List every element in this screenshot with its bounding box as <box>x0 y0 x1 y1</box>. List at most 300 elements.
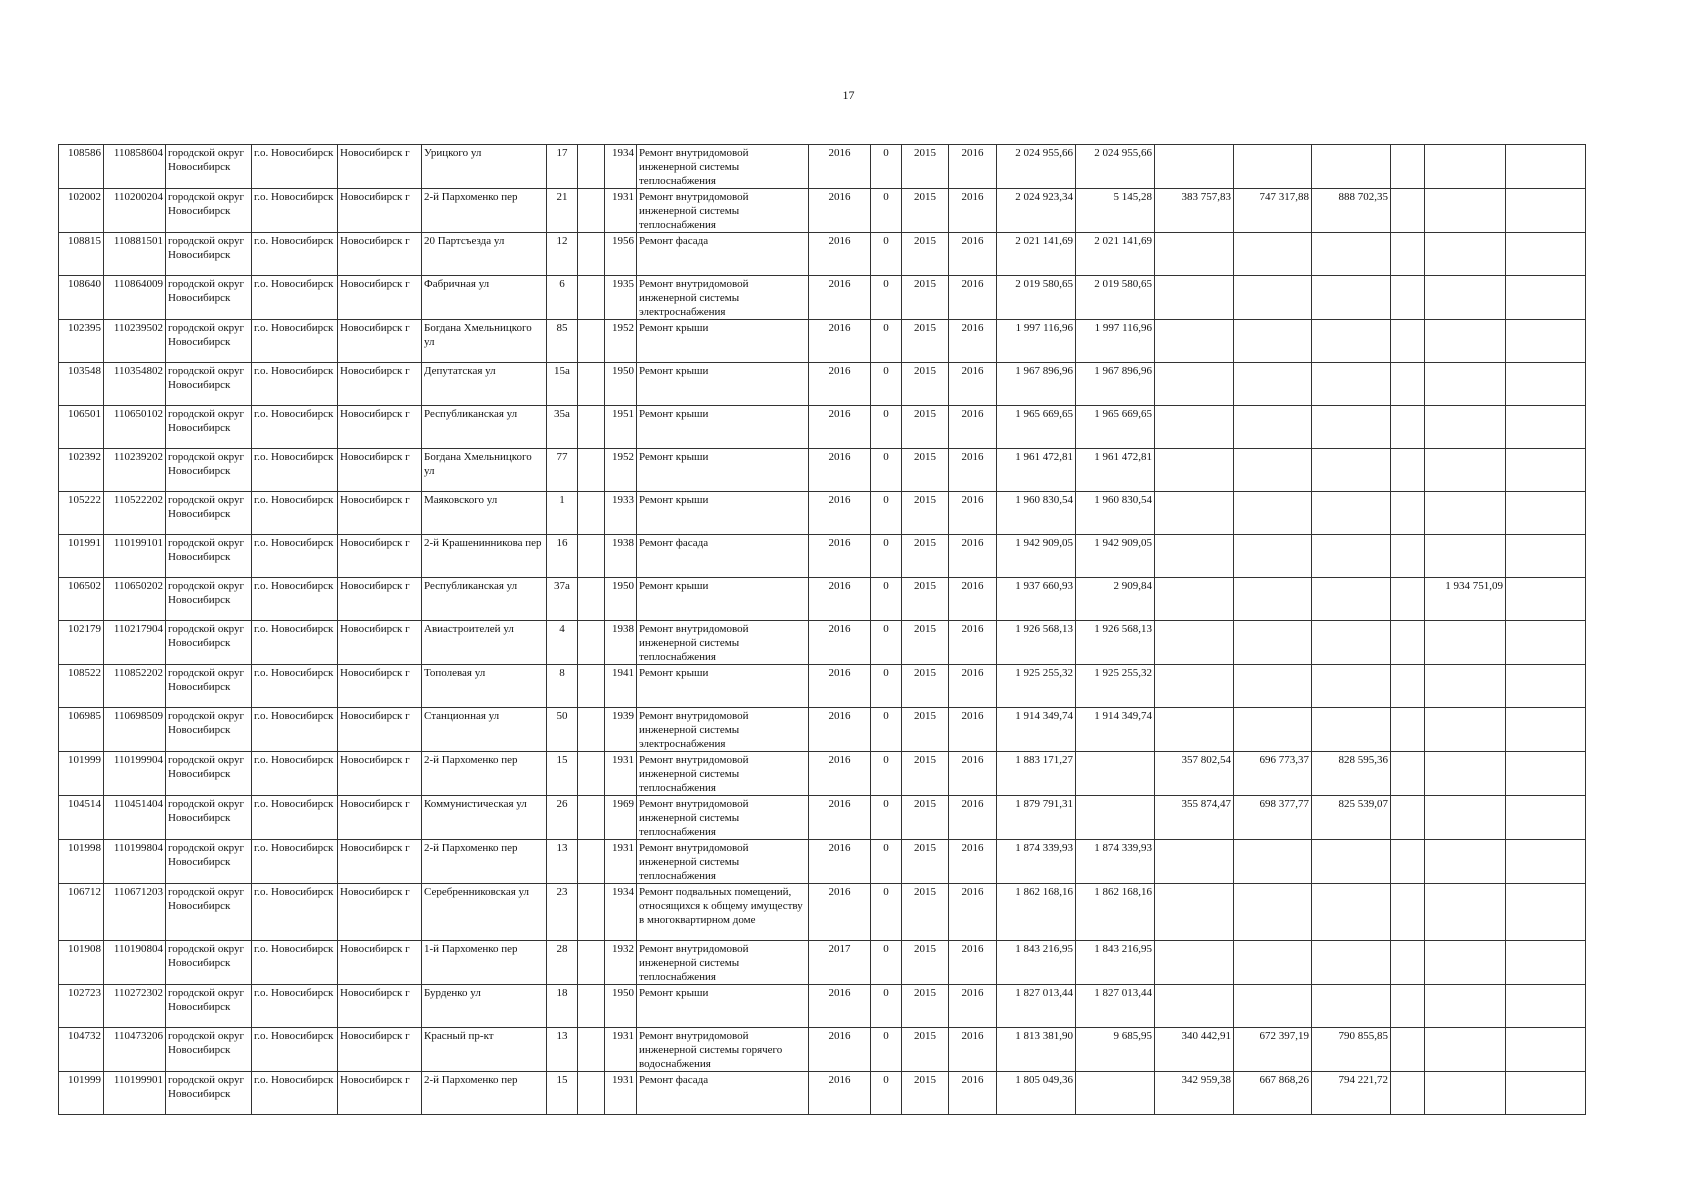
cell-cost-part-1: 1 965 669,65 <box>1076 406 1155 449</box>
cell-col-22 <box>1506 708 1586 752</box>
cell-period-end: 2016 <box>949 578 997 621</box>
table-row <box>59 1028 1586 1072</box>
cell-year-built: 1950 <box>605 985 637 1028</box>
cell-year-built: 1941 <box>605 665 637 708</box>
cell-cost-part-3 <box>1234 665 1312 708</box>
cell-cost-part-1 <box>1076 752 1155 796</box>
cell-house-code: 110650102 <box>104 406 166 449</box>
cell-cost-part-4 <box>1312 665 1391 708</box>
cell-total-cost: 1 805 049,36 <box>997 1072 1076 1115</box>
cell-period-start: 2015 <box>902 985 949 1028</box>
cell-municipal-district: г.о. Новосибирск <box>252 941 338 985</box>
cell-house-code: 110698509 <box>104 708 166 752</box>
cell-city: Новосибирск г <box>338 320 422 363</box>
cell-building <box>578 708 605 752</box>
cell-building <box>578 189 605 233</box>
cell-work-type: Ремонт крыши <box>637 665 809 708</box>
cell-municipal-district: г.о. Новосибирск <box>252 1028 338 1072</box>
cell-plan-year: 2016 <box>809 535 871 578</box>
cell-work-type: Ремонт фасада <box>637 535 809 578</box>
cell-building <box>578 985 605 1028</box>
cell-cost-part-3 <box>1234 708 1312 752</box>
cell-house-number: 17 <box>547 145 578 189</box>
cell-cost-part-2 <box>1155 492 1234 535</box>
cell-col-22 <box>1506 320 1586 363</box>
cell-cost-part-4 <box>1312 535 1391 578</box>
cell-total-cost: 1 937 660,93 <box>997 578 1076 621</box>
cell-work-type: Ремонт внутридомовой инженерной системы теплоснабжения <box>637 796 809 840</box>
cell-period-start: 2015 <box>902 449 949 492</box>
cell-work-type: Ремонт крыши <box>637 406 809 449</box>
cell-col-20 <box>1391 985 1425 1028</box>
cell-cost-part-4: 790 855,85 <box>1312 1028 1391 1072</box>
cell-record-id: 108522 <box>59 665 104 708</box>
cell-plan-year: 2016 <box>809 985 871 1028</box>
cell-city: Новосибирск г <box>338 535 422 578</box>
cell-work-type: Ремонт внутридомовой инженерной системы теплоснабжения <box>637 941 809 985</box>
table-row <box>59 941 1586 985</box>
cell-plan-year: 2016 <box>809 1028 871 1072</box>
cell-work-type: Ремонт крыши <box>637 492 809 535</box>
cell-city: Новосибирск г <box>338 752 422 796</box>
cell-house-number: 37а <box>547 578 578 621</box>
cell-municipality: городской округ Новосибирск <box>166 276 252 320</box>
cell-municipality: городской округ Новосибирск <box>166 449 252 492</box>
cell-plan-year: 2016 <box>809 189 871 233</box>
cell-col-22 <box>1506 941 1586 985</box>
cell-zero-flag: 0 <box>871 320 902 363</box>
cell-col-20 <box>1391 708 1425 752</box>
cell-cost-part-1: 1 843 216,95 <box>1076 941 1155 985</box>
cell-house-number: 18 <box>547 985 578 1028</box>
cell-col-20 <box>1391 406 1425 449</box>
cell-period-end: 2016 <box>949 276 997 320</box>
cell-house-code: 110451404 <box>104 796 166 840</box>
cell-zero-flag: 0 <box>871 492 902 535</box>
cell-col-22 <box>1506 535 1586 578</box>
cell-plan-year: 2016 <box>809 752 871 796</box>
cell-total-cost: 1 942 909,05 <box>997 535 1076 578</box>
cell-period-start: 2015 <box>902 578 949 621</box>
cell-building <box>578 535 605 578</box>
cell-period-start: 2015 <box>902 320 949 363</box>
cell-plan-year: 2016 <box>809 884 871 941</box>
cell-street: Тополевая ул <box>422 665 547 708</box>
cell-col-20 <box>1391 233 1425 276</box>
cell-col-20 <box>1391 449 1425 492</box>
cell-house-number: 1 <box>547 492 578 535</box>
cell-cost-part-4: 825 539,07 <box>1312 796 1391 840</box>
cell-zero-flag: 0 <box>871 276 902 320</box>
cell-work-type: Ремонт внутридомовой инженерной системы теплоснабжения <box>637 621 809 665</box>
cell-municipality: городской округ Новосибирск <box>166 406 252 449</box>
cell-cost-part-3: 698 377,77 <box>1234 796 1312 840</box>
cell-cost-part-1: 1 960 830,54 <box>1076 492 1155 535</box>
cell-building <box>578 578 605 621</box>
cell-col-20 <box>1391 840 1425 884</box>
cell-plan-year: 2016 <box>809 449 871 492</box>
cell-record-id: 104514 <box>59 796 104 840</box>
cell-plan-year: 2016 <box>809 708 871 752</box>
cell-municipality: городской округ Новосибирск <box>166 363 252 406</box>
cell-house-number: 15 <box>547 1072 578 1115</box>
cell-street: 2-й Пархоменко пер <box>422 1072 547 1115</box>
cell-house-number: 35а <box>547 406 578 449</box>
cell-cost-part-1: 1 926 568,13 <box>1076 621 1155 665</box>
cell-house-code: 110239202 <box>104 449 166 492</box>
cell-col-20 <box>1391 796 1425 840</box>
cell-period-start: 2015 <box>902 752 949 796</box>
cell-zero-flag: 0 <box>871 406 902 449</box>
cell-col-22 <box>1506 492 1586 535</box>
cell-cost-part-5 <box>1425 796 1506 840</box>
cell-col-22 <box>1506 621 1586 665</box>
cell-period-end: 2016 <box>949 941 997 985</box>
cell-street: Коммунистическая ул <box>422 796 547 840</box>
cell-plan-year: 2017 <box>809 941 871 985</box>
cell-plan-year: 2016 <box>809 233 871 276</box>
cell-col-22 <box>1506 578 1586 621</box>
cell-cost-part-1: 1 874 339,93 <box>1076 840 1155 884</box>
cell-period-start: 2015 <box>902 941 949 985</box>
cell-year-built: 1934 <box>605 145 637 189</box>
cell-municipal-district: г.о. Новосибирск <box>252 535 338 578</box>
cell-plan-year: 2016 <box>809 796 871 840</box>
cell-work-type: Ремонт внутридомовой инженерной системы горячего водоснабжения <box>637 1028 809 1072</box>
cell-plan-year: 2016 <box>809 276 871 320</box>
cell-period-start: 2015 <box>902 665 949 708</box>
cell-house-number: 13 <box>547 840 578 884</box>
cell-cost-part-4 <box>1312 320 1391 363</box>
cell-col-22 <box>1506 1072 1586 1115</box>
table-row <box>59 363 1586 406</box>
cell-city: Новосибирск г <box>338 884 422 941</box>
cell-house-code: 110473206 <box>104 1028 166 1072</box>
cell-record-id: 106985 <box>59 708 104 752</box>
cell-building <box>578 752 605 796</box>
cell-period-start: 2015 <box>902 535 949 578</box>
cell-plan-year: 2016 <box>809 578 871 621</box>
cell-street: 1-й Пархоменко пер <box>422 941 547 985</box>
cell-cost-part-5 <box>1425 492 1506 535</box>
cell-col-22 <box>1506 752 1586 796</box>
cell-house-number: 16 <box>547 535 578 578</box>
cell-cost-part-3 <box>1234 985 1312 1028</box>
cell-work-type: Ремонт внутридомовой инженерной системы теплоснабжения <box>637 189 809 233</box>
cell-total-cost: 1 843 216,95 <box>997 941 1076 985</box>
cell-cost-part-2 <box>1155 363 1234 406</box>
cell-street: Красный пр-кт <box>422 1028 547 1072</box>
cell-street: Республиканская ул <box>422 406 547 449</box>
cell-record-id: 104732 <box>59 1028 104 1072</box>
cell-cost-part-5 <box>1425 406 1506 449</box>
cell-record-id: 102179 <box>59 621 104 665</box>
cell-house-number: 85 <box>547 320 578 363</box>
cell-municipal-district: г.о. Новосибирск <box>252 752 338 796</box>
cell-year-built: 1931 <box>605 1028 637 1072</box>
cell-col-22 <box>1506 363 1586 406</box>
cell-street: 2-й Крашенинникова пер <box>422 535 547 578</box>
cell-house-code: 110217904 <box>104 621 166 665</box>
cell-municipality: городской округ Новосибирск <box>166 233 252 276</box>
cell-record-id: 102395 <box>59 320 104 363</box>
table-row <box>59 708 1586 752</box>
cell-year-built: 1932 <box>605 941 637 985</box>
cell-cost-part-5 <box>1425 535 1506 578</box>
cell-street: 2-й Пархоменко пер <box>422 752 547 796</box>
cell-period-start: 2015 <box>902 708 949 752</box>
cell-period-end: 2016 <box>949 233 997 276</box>
cell-street: Серебренниковская ул <box>422 884 547 941</box>
cell-period-end: 2016 <box>949 535 997 578</box>
cell-period-start: 2015 <box>902 363 949 406</box>
cell-cost-part-1: 2 019 580,65 <box>1076 276 1155 320</box>
cell-cost-part-1: 1 967 896,96 <box>1076 363 1155 406</box>
cell-house-number: 13 <box>547 1028 578 1072</box>
cell-year-built: 1969 <box>605 796 637 840</box>
cell-cost-part-3 <box>1234 884 1312 941</box>
cell-cost-part-1: 1 862 168,16 <box>1076 884 1155 941</box>
cell-municipal-district: г.о. Новосибирск <box>252 233 338 276</box>
cell-total-cost: 2 024 923,34 <box>997 189 1076 233</box>
cell-cost-part-3 <box>1234 840 1312 884</box>
cell-plan-year: 2016 <box>809 406 871 449</box>
cell-zero-flag: 0 <box>871 884 902 941</box>
cell-record-id: 108640 <box>59 276 104 320</box>
cell-cost-part-4 <box>1312 941 1391 985</box>
cell-zero-flag: 0 <box>871 621 902 665</box>
cell-cost-part-3: 696 773,37 <box>1234 752 1312 796</box>
cell-building <box>578 941 605 985</box>
cell-col-20 <box>1391 492 1425 535</box>
cell-city: Новосибирск г <box>338 145 422 189</box>
cell-period-end: 2016 <box>949 492 997 535</box>
cell-house-number: 21 <box>547 189 578 233</box>
cell-col-20 <box>1391 363 1425 406</box>
cell-total-cost: 1 862 168,16 <box>997 884 1076 941</box>
cell-work-type: Ремонт подвальных помещений, относящихся к общему имуществу в многоквартирном доме <box>637 884 809 941</box>
cell-period-end: 2016 <box>949 189 997 233</box>
cell-record-id: 105222 <box>59 492 104 535</box>
cell-street: Авиастроителей ул <box>422 621 547 665</box>
cell-col-20 <box>1391 1072 1425 1115</box>
cell-zero-flag: 0 <box>871 665 902 708</box>
cell-house-code: 110199804 <box>104 840 166 884</box>
cell-building <box>578 406 605 449</box>
cell-work-type: Ремонт внутридомовой инженерной системы теплоснабжения <box>637 145 809 189</box>
cell-cost-part-4: 828 595,36 <box>1312 752 1391 796</box>
cell-municipality: городской округ Новосибирск <box>166 535 252 578</box>
cell-cost-part-4 <box>1312 621 1391 665</box>
cell-col-22 <box>1506 985 1586 1028</box>
cell-cost-part-5 <box>1425 1072 1506 1115</box>
table-row <box>59 621 1586 665</box>
cell-cost-part-5 <box>1425 189 1506 233</box>
cell-city: Новосибирск г <box>338 406 422 449</box>
cell-cost-part-1: 1 997 116,96 <box>1076 320 1155 363</box>
cell-house-number: 28 <box>547 941 578 985</box>
cell-period-end: 2016 <box>949 752 997 796</box>
cell-municipality: городской округ Новосибирск <box>166 189 252 233</box>
cell-record-id: 101999 <box>59 752 104 796</box>
cell-zero-flag: 0 <box>871 840 902 884</box>
table-row <box>59 449 1586 492</box>
cell-street: Богдана Хмельницкого ул <box>422 320 547 363</box>
cell-period-start: 2015 <box>902 884 949 941</box>
cell-cost-part-5 <box>1425 145 1506 189</box>
cell-cost-part-4: 794 221,72 <box>1312 1072 1391 1115</box>
cell-col-22 <box>1506 276 1586 320</box>
cell-cost-part-2 <box>1155 406 1234 449</box>
cell-municipal-district: г.о. Новосибирск <box>252 363 338 406</box>
cell-plan-year: 2016 <box>809 840 871 884</box>
cell-work-type: Ремонт фасада <box>637 233 809 276</box>
cell-total-cost: 1 960 830,54 <box>997 492 1076 535</box>
cell-cost-part-2 <box>1155 535 1234 578</box>
cell-period-start: 2015 <box>902 189 949 233</box>
cell-cost-part-2 <box>1155 884 1234 941</box>
cell-house-code: 110272302 <box>104 985 166 1028</box>
cell-year-built: 1952 <box>605 449 637 492</box>
cell-municipal-district: г.о. Новосибирск <box>252 189 338 233</box>
cell-municipality: городской округ Новосибирск <box>166 1028 252 1072</box>
cell-municipal-district: г.о. Новосибирск <box>252 884 338 941</box>
cell-total-cost: 1 967 896,96 <box>997 363 1076 406</box>
cell-col-22 <box>1506 840 1586 884</box>
cell-cost-part-3 <box>1234 449 1312 492</box>
cell-year-built: 1950 <box>605 363 637 406</box>
cell-municipal-district: г.о. Новосибирск <box>252 492 338 535</box>
cell-cost-part-4 <box>1312 708 1391 752</box>
cell-col-20 <box>1391 752 1425 796</box>
cell-year-built: 1934 <box>605 884 637 941</box>
cell-plan-year: 2016 <box>809 320 871 363</box>
cell-cost-part-4 <box>1312 145 1391 189</box>
cell-period-start: 2015 <box>902 406 949 449</box>
table-row <box>59 985 1586 1028</box>
cell-cost-part-1: 1 827 013,44 <box>1076 985 1155 1028</box>
cell-city: Новосибирск г <box>338 276 422 320</box>
cell-cost-part-2: 383 757,83 <box>1155 189 1234 233</box>
cell-cost-part-3 <box>1234 941 1312 985</box>
cell-cost-part-5 <box>1425 708 1506 752</box>
cell-total-cost: 2 024 955,66 <box>997 145 1076 189</box>
cell-period-end: 2016 <box>949 708 997 752</box>
cell-house-number: 50 <box>547 708 578 752</box>
cell-city: Новосибирск г <box>338 449 422 492</box>
cell-work-type: Ремонт крыши <box>637 363 809 406</box>
cell-cost-part-5 <box>1425 233 1506 276</box>
cell-period-end: 2016 <box>949 449 997 492</box>
cell-col-20 <box>1391 1028 1425 1072</box>
cell-cost-part-5 <box>1425 665 1506 708</box>
cell-period-end: 2016 <box>949 665 997 708</box>
cell-house-code: 110199901 <box>104 1072 166 1115</box>
cell-cost-part-1: 2 909,84 <box>1076 578 1155 621</box>
cell-record-id: 108586 <box>59 145 104 189</box>
cell-work-type: Ремонт крыши <box>637 578 809 621</box>
cell-col-20 <box>1391 941 1425 985</box>
cell-cost-part-2 <box>1155 320 1234 363</box>
cell-col-20 <box>1391 276 1425 320</box>
cell-municipality: городской округ Новосибирск <box>166 578 252 621</box>
cell-street: 20 Партсъезда ул <box>422 233 547 276</box>
cell-city: Новосибирск г <box>338 665 422 708</box>
cell-building <box>578 449 605 492</box>
cell-total-cost: 1 925 255,32 <box>997 665 1076 708</box>
cell-municipal-district: г.о. Новосибирск <box>252 708 338 752</box>
cell-building <box>578 884 605 941</box>
cell-building <box>578 840 605 884</box>
cell-cost-part-4 <box>1312 884 1391 941</box>
cell-year-built: 1935 <box>605 276 637 320</box>
cell-cost-part-3 <box>1234 320 1312 363</box>
cell-house-code: 110239502 <box>104 320 166 363</box>
cell-work-type: Ремонт внутридомовой инженерной системы электроснабжения <box>637 276 809 320</box>
cell-house-code: 110190804 <box>104 941 166 985</box>
cell-col-22 <box>1506 665 1586 708</box>
cell-cost-part-5 <box>1425 840 1506 884</box>
cell-cost-part-1: 2 024 955,66 <box>1076 145 1155 189</box>
cell-municipal-district: г.о. Новосибирск <box>252 796 338 840</box>
cell-cost-part-1: 1 961 472,81 <box>1076 449 1155 492</box>
table-row <box>59 752 1586 796</box>
cell-total-cost: 1 926 568,13 <box>997 621 1076 665</box>
cell-record-id: 101998 <box>59 840 104 884</box>
cell-municipality: городской округ Новосибирск <box>166 621 252 665</box>
cell-period-end: 2016 <box>949 621 997 665</box>
cell-zero-flag: 0 <box>871 449 902 492</box>
cell-cost-part-2 <box>1155 276 1234 320</box>
cell-year-built: 1938 <box>605 535 637 578</box>
table-row <box>59 578 1586 621</box>
cell-municipal-district: г.о. Новосибирск <box>252 578 338 621</box>
cell-record-id: 106502 <box>59 578 104 621</box>
cell-cost-part-4 <box>1312 578 1391 621</box>
cell-col-20 <box>1391 145 1425 189</box>
cell-city: Новосибирск г <box>338 941 422 985</box>
cell-total-cost: 1 965 669,65 <box>997 406 1076 449</box>
cell-cost-part-3 <box>1234 145 1312 189</box>
cell-record-id: 102392 <box>59 449 104 492</box>
cell-year-built: 1933 <box>605 492 637 535</box>
cell-period-start: 2015 <box>902 233 949 276</box>
cell-cost-part-2 <box>1155 578 1234 621</box>
cell-col-22 <box>1506 145 1586 189</box>
cell-street: Маяковского ул <box>422 492 547 535</box>
cell-year-built: 1931 <box>605 189 637 233</box>
cell-building <box>578 1028 605 1072</box>
cell-cost-part-5 <box>1425 1028 1506 1072</box>
cell-cost-part-5 <box>1425 320 1506 363</box>
cell-street: Станционная ул <box>422 708 547 752</box>
table-row <box>59 840 1586 884</box>
cell-cost-part-1: 2 021 141,69 <box>1076 233 1155 276</box>
repair-register-table <box>58 144 1586 1115</box>
cell-period-end: 2016 <box>949 406 997 449</box>
cell-record-id: 108815 <box>59 233 104 276</box>
cell-municipality: городской округ Новосибирск <box>166 884 252 941</box>
cell-city: Новосибирск г <box>338 621 422 665</box>
cell-cost-part-4 <box>1312 840 1391 884</box>
cell-col-20 <box>1391 320 1425 363</box>
cell-cost-part-4 <box>1312 276 1391 320</box>
cell-year-built: 1950 <box>605 578 637 621</box>
cell-total-cost: 2 019 580,65 <box>997 276 1076 320</box>
cell-cost-part-2 <box>1155 708 1234 752</box>
cell-cost-part-1 <box>1076 1072 1155 1115</box>
table-row <box>59 320 1586 363</box>
